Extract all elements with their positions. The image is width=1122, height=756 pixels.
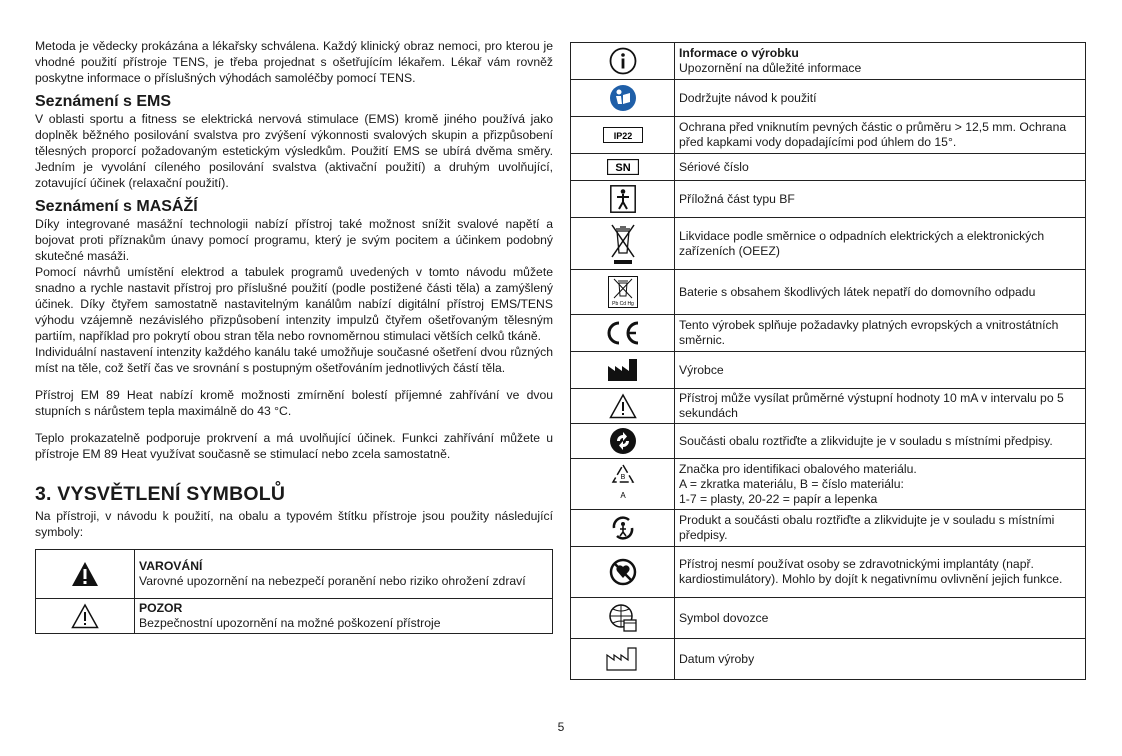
intro-paragraph: Metoda je vědecky prokázána a lékařsky schválena. Každý klinický obraz nemoci, pro kterou je vhodné použití přístroje TENS, je třeba projednat s ošetřujícím lékařem. Lékař vám rovněž poskytne informace o příslušných výhodách samoléčby pomocí TENS. (35, 39, 553, 85)
table-row (36, 550, 553, 599)
massage-heading: Seznámení s MASÁŽÍ (35, 198, 198, 215)
caution-text: Bezpečnostní upozornění na možné poškození přístroje (139, 616, 441, 630)
symbol-text: Příložná část typu BF (675, 181, 1086, 218)
table-row (571, 80, 1086, 117)
bf-applied-part-icon (610, 185, 636, 213)
symbol-text: Produkt a součásti obalu roztřiďte a zlikvidujte je v souladu s místními předpisy. (675, 510, 1086, 547)
section-intro: Na přístroji, v návodu k použití, na obalu a typovém štítku přístroje jsou použity následující symboly: (35, 509, 553, 539)
svg-text:IP22: IP22 (613, 131, 632, 141)
table-row (571, 459, 1086, 510)
symbol-text: Výrobce (675, 352, 1086, 389)
table-row (571, 389, 1086, 424)
manufacturer-icon (607, 358, 639, 382)
green-dot-icon (609, 427, 637, 455)
massage-paragraph-2: Pomocí návrhů umístění elektrod a tabulek programů uvedených v tomto návodu můžete snadno a rychle nastavit přístroj pro příslušné použití (podle postižené části těla) a zamýšlený účinek. Díky čtyřem samostatně nastavitelným kanálům nabízí digitální přístroj EMS/TENS výhodu vzájemně nezávislého přizpůsobení intenzity impulzů čtyřem ošetřovaným tělesným partiím, například pro pokrytí obou stran těla nebo rovnoměrnou stimulaci větších celků tkáně. (35, 265, 553, 343)
symbol-text: Datum výroby (675, 639, 1086, 680)
symbol-table (570, 42, 1086, 680)
no-pacemaker-icon (609, 558, 637, 586)
caution-outline-icon (71, 603, 99, 629)
svg-text:Pb Cd Hg: Pb Cd Hg (611, 301, 634, 307)
left-column (35, 38, 553, 634)
table-row (571, 639, 1086, 680)
table-row (36, 599, 553, 634)
table-row (571, 315, 1086, 352)
weee-bin-icon (610, 223, 636, 265)
symbol-text: Přístroj může vysílat průměrné výstupní hodnoty 10 mA v intervalu po 5 sekundách (675, 389, 1086, 424)
battery-disposal-icon (608, 276, 638, 308)
warning-text: Varovné upozornění na nebezpečí poranění nebo riziko ohrožení zdraví (139, 574, 526, 588)
caution-title: POZOR (139, 601, 183, 615)
ce-mark-icon (604, 320, 642, 346)
symbol-text: Baterie s obsahem škodlivých látek nepatří do domovního odpadu (675, 270, 1086, 315)
table-row (571, 218, 1086, 270)
symbol-text: Značka pro identifikaci obalového materiálu. (679, 461, 917, 476)
table-row (571, 43, 1086, 80)
symbol-text: Upozornění na důležité informace (679, 61, 862, 75)
symbol-text: Součásti obalu roztřiďte a zlikvidujte je v souladu s místními předpisy. (675, 424, 1086, 459)
symbol-text: Tento výrobek splňuje požadavky platných evropských a vnitrostátních směrnic. (675, 315, 1086, 352)
massage-paragraph-3: Individuální nastavení intenzity každého kanálu také umožňuje současné ošetření dvou různých míst na těle, což šetří čas ve srovnání s postupným ošetřováním jednotlivých částí těla. (35, 345, 553, 375)
heat-paragraph-1: Přístroj EM 89 Heat nabízí kromě možnosti zmírnění bolestí příjemné zahřívání ve dvou stupních s nárůstem tepla maximálně do 43 °C. (35, 388, 553, 418)
info-icon (609, 47, 637, 75)
warning-filled-icon (71, 561, 99, 587)
table-row (571, 154, 1086, 181)
table-row (571, 270, 1086, 315)
table-row (571, 598, 1086, 639)
table-row (571, 424, 1086, 459)
symbol-text: Sériové číslo (675, 154, 1086, 181)
ems-heading: Seznámení s EMS (35, 93, 172, 110)
symbol-text: Symbol dovozce (675, 598, 1086, 639)
caution-outline-icon (609, 393, 637, 419)
symbol-text: Likvidace podle směrnice o odpadních elektrických a elektronických zařízeních (OEEZ) (675, 218, 1086, 270)
table-row (571, 352, 1086, 389)
caution-icon-cell (36, 599, 135, 634)
manual-icon (609, 84, 637, 112)
importer-icon (608, 603, 638, 633)
svg-text:B: B (620, 474, 625, 481)
ems-paragraph: V oblasti sportu a fitness se elektrická nervová stimulace (EMS) kromě jiného používá jako doplněk běžného posilování svalstva pro zvýšení výkonnosti svalových skupin a přizpůsobení tělesných proporcí požadovaným estetickým výsledkům. Použití EMS se ubírá dvěma směry. Jedním je vyvolání cíleného posilování svalstva (aktivační použití) a druhým uvolňující, zotavující účinek (relaxační použití). (35, 112, 553, 190)
symbol-text: 1-7 = plasty, 20-22 = papír a lepenka (679, 491, 878, 506)
massage-paragraph-1: Díky integrované masážní technologii nabízí přístroj také možnost snížit svalové napětí a bojovat proti příznakům únavy pomocí programu, který je svým pocitem a účinkem podobný skutečné masáži. (35, 217, 553, 263)
manufacture-date-icon (606, 647, 640, 671)
symbol-title: Informace o výrobku (679, 46, 799, 60)
symbol-column (570, 42, 1086, 680)
section-heading: 3. VYSVĚTLENÍ SYMBOLŮ (35, 483, 286, 505)
serial-number-icon (607, 159, 639, 175)
warning-title: VAROVÁNÍ (139, 559, 203, 573)
symbol-text: Ochrana před vniknutím pevných částic o průměru > 12,5 mm. Ochrana před kapkami vody dopadajícími pod úhlem do 15°. (675, 117, 1086, 154)
heat-paragraph-2: Teplo prokazatelně podporuje prokrvení a má uvolňující účinek. Funkci zahřívání můžete u přístroje EM 89 Heat využívat současně se stimulací nebo zcela samostatně. (35, 431, 553, 461)
recycling-code-icon (608, 462, 638, 506)
table-row (571, 510, 1086, 547)
table-row (571, 547, 1086, 598)
ip-rating-icon (603, 127, 643, 143)
page-number: 5 (557, 720, 565, 734)
warning-icon-cell (36, 550, 135, 599)
table-row (571, 181, 1086, 218)
svg-text:SN: SN (614, 162, 631, 174)
warning-table (35, 549, 553, 634)
svg-text:A: A (619, 491, 626, 500)
symbol-text: Přístroj nesmí používat osoby se zdravotnickými implantáty (např. kardiostimulátory). Mohlo by dojít k negativnímu ovlivnění jejich funkce. (675, 547, 1086, 598)
table-row (571, 117, 1086, 154)
sorting-disposal-icon (609, 514, 637, 542)
symbol-text: Dodržujte návod k použití (675, 80, 1086, 117)
symbol-text: A = zkratka materiálu, B = číslo materiálu: (679, 476, 904, 491)
